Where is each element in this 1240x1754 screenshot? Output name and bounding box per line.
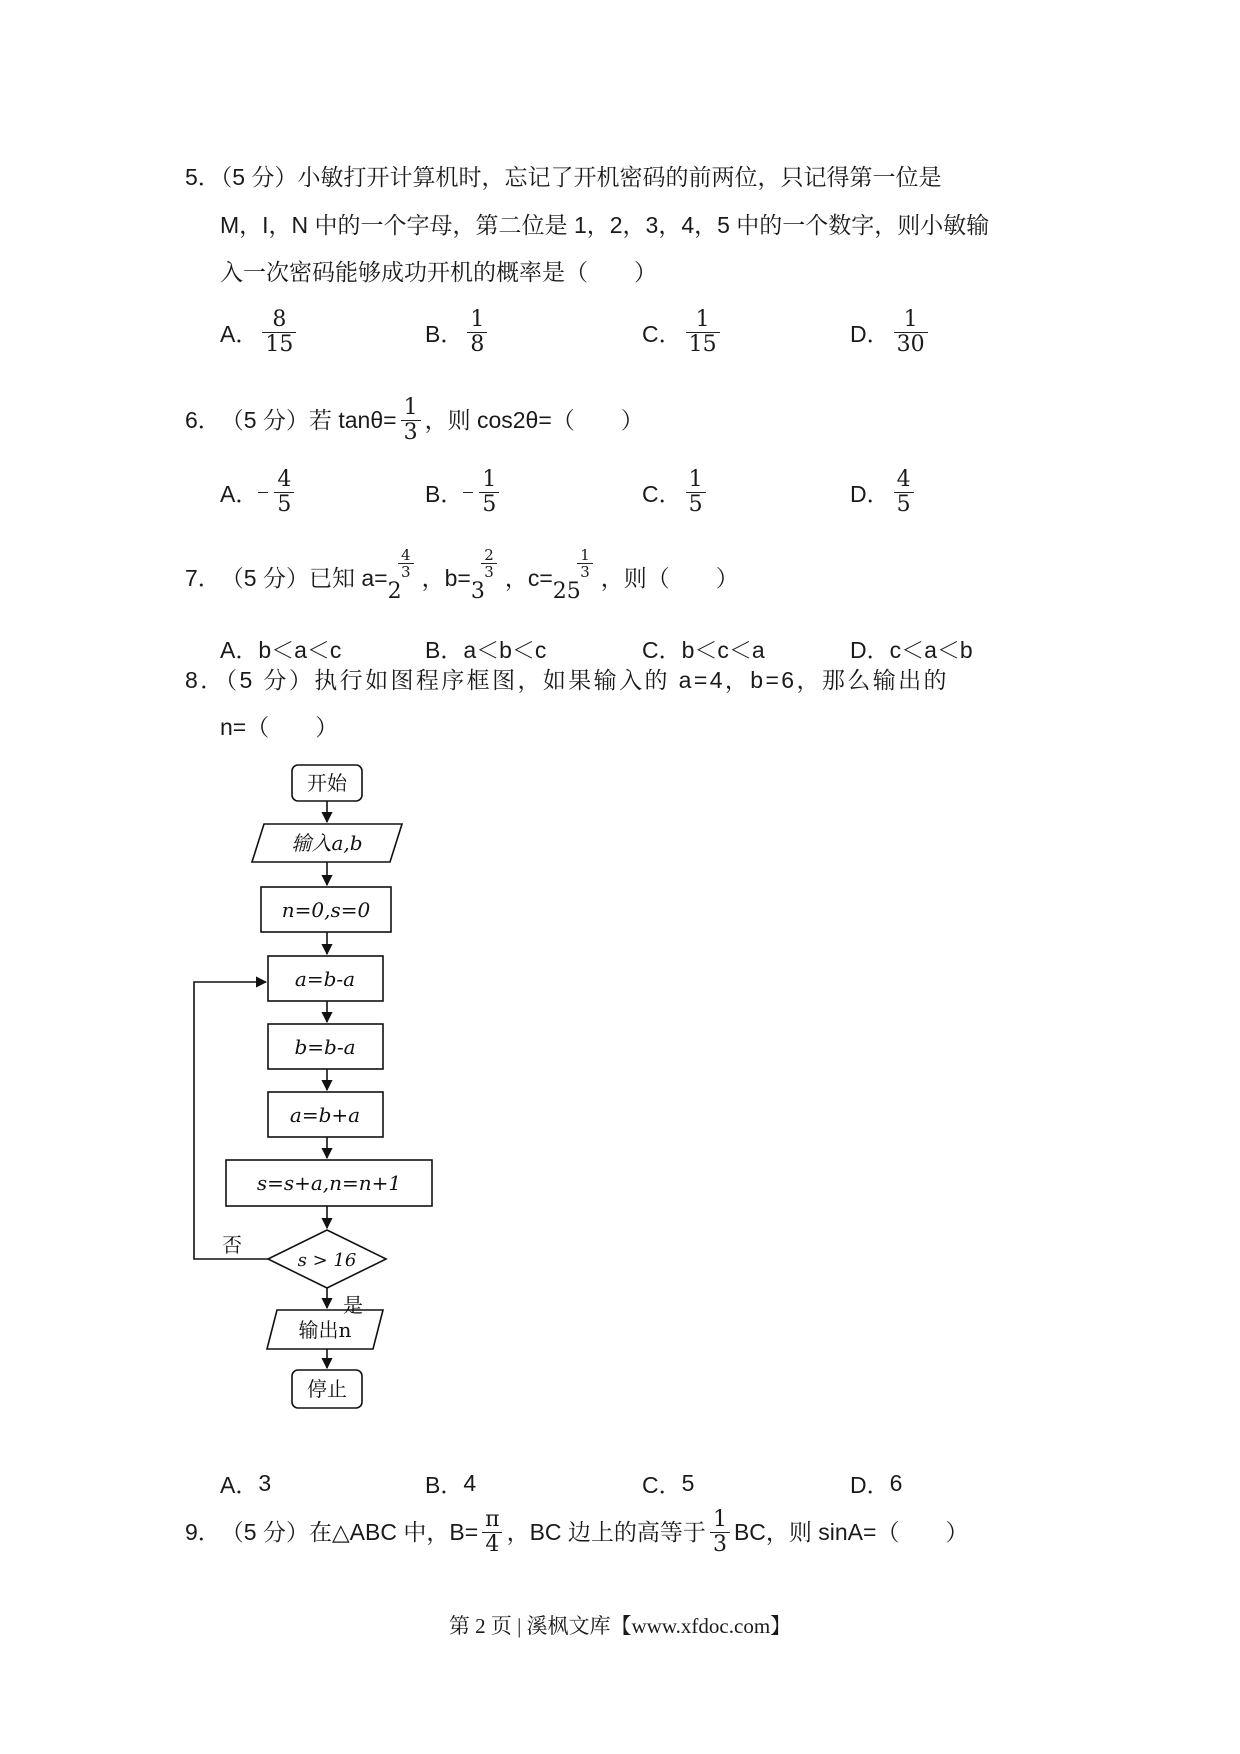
q6-line: 6． （5 分）若 tanθ= $\frac{1}{3}$ ，则 cos2θ=（ ） [185,394,644,445]
q5-number: 5． [185,164,221,190]
flow-no-label: 否 [222,1233,242,1257]
fraction: $\frac{1}{5}$ [479,468,499,517]
q5-text: （5 分）小敏打开计算机时，忘记了开机密码的前两位，只记得第一位是 [220,164,942,190]
q7-number: 7． [185,565,221,591]
q8-option-c[interactable]: C． 5 [642,1469,695,1498]
flow-yes-label: 是 [343,1293,363,1317]
q7-option-c[interactable]: C． b＜c＜a [642,636,765,663]
q6-option-c[interactable]: C． $\frac{1}{5}$ [642,462,710,522]
q8-option-d[interactable]: D． 6 [850,1469,903,1498]
q8-line1: 8．（5 分）执行如图程序框图，如果输入的 a=4，b=6，那么输出的 [185,667,949,693]
program-flowchart [180,760,460,1420]
q8-option-a[interactable]: A． 3 [220,1469,272,1498]
q6-option-b[interactable]: B． $\frac{1}{5}$ [425,462,503,522]
fraction: $\frac{\pi}{4}$ [482,1508,502,1557]
fraction: $\frac{1}{15}$ [686,308,720,357]
fraction: $\frac{1}{3}$ [710,1508,730,1557]
flow-init-label: n=0,s=0 [281,898,371,922]
q5-options [220,302,980,362]
minus-sign [258,492,268,493]
q6-options [220,462,980,522]
fraction: $\frac{4}{5}$ [274,468,294,517]
q5-option-c[interactable]: C． $\frac{1}{15}$ [642,302,724,362]
flow-start-label: 开始 [307,771,347,795]
power-a: 2 $\frac{4}{3}$ [388,577,402,607]
power-b: 3 $\frac{2}{3}$ [471,577,485,607]
q7-line: 7． （5 分）已知 a= 2 $\frac{4}{3}$ ，b= 3 $\frac{2}{3}$ ，c= 25 $\frac{1}{3}$ ，则（ ） [185,548,739,608]
fraction: $\frac{4}{5}$ [894,468,914,517]
q6-option-d[interactable]: D． $\frac{4}{5}$ [850,462,918,522]
fraction: $\frac{8}{15}$ [262,308,296,357]
flow-step3-label: a=b+a [289,1103,361,1127]
q9-line: 9． （5 分）在△ABC 中，B= $\frac{\pi}{4}$ ，BC 边上的高等于 $\frac{1}{3}$ BC，则 sinA=（ ） [185,1506,969,1557]
fraction: $\frac{1}{30}$ [894,308,928,357]
q5-line2: M，I，N 中的一个字母，第二位是 1，2，3，4，5 中的一个数字，则小敏输 [220,212,990,238]
q6-number: 6． [185,407,221,433]
q9-number: 9． [185,1519,221,1545]
q5-line3: 入一次密码能够成功开机的概率是（ ） [220,259,657,285]
q5-option-a[interactable]: A． $\frac{8}{15}$ [220,302,300,362]
flow-loop-arrow [194,982,268,1259]
flow-output-label: 输出n [298,1318,352,1342]
q6-option-a[interactable]: A． $\frac{4}{5}$ [220,462,298,522]
q5-option-b[interactable]: B． $\frac{1}{8}$ [425,302,491,362]
q5-line1 [185,162,941,192]
fraction: $\frac{1}{8}$ [467,308,487,357]
flow-step1-label: a=b-a [294,967,356,991]
fraction: $\frac{1}{5}$ [686,468,706,517]
q7-option-d[interactable]: D． c＜a＜b [850,636,973,663]
q7-option-b[interactable]: B． a＜b＜c [425,636,547,663]
flow-stop-label: 停止 [307,1377,347,1401]
q5-option-d[interactable]: D． $\frac{1}{30}$ [850,302,932,362]
flow-step2-label: b=b-a [294,1035,356,1059]
q8-line2: n=（ ） [220,714,339,740]
q8-number: 8． [185,667,226,693]
flow-condition-label: s > 16 [297,1250,357,1271]
q8-option-b[interactable]: B． 4 [425,1469,477,1498]
fraction: $\frac{1}{3}$ [401,396,421,445]
q7-option-a[interactable]: A． b＜a＜c [220,636,342,663]
power-c: 25 $\frac{1}{3}$ [553,577,581,607]
flow-input-label: 输入a,b [291,831,363,855]
page-footer: 第 2 页 | 溪枫文库【www.xfdoc.com】 [448,1614,792,1638]
minus-sign [463,492,473,493]
flow-step4-label: s=s+a,n=n+1 [256,1171,402,1195]
